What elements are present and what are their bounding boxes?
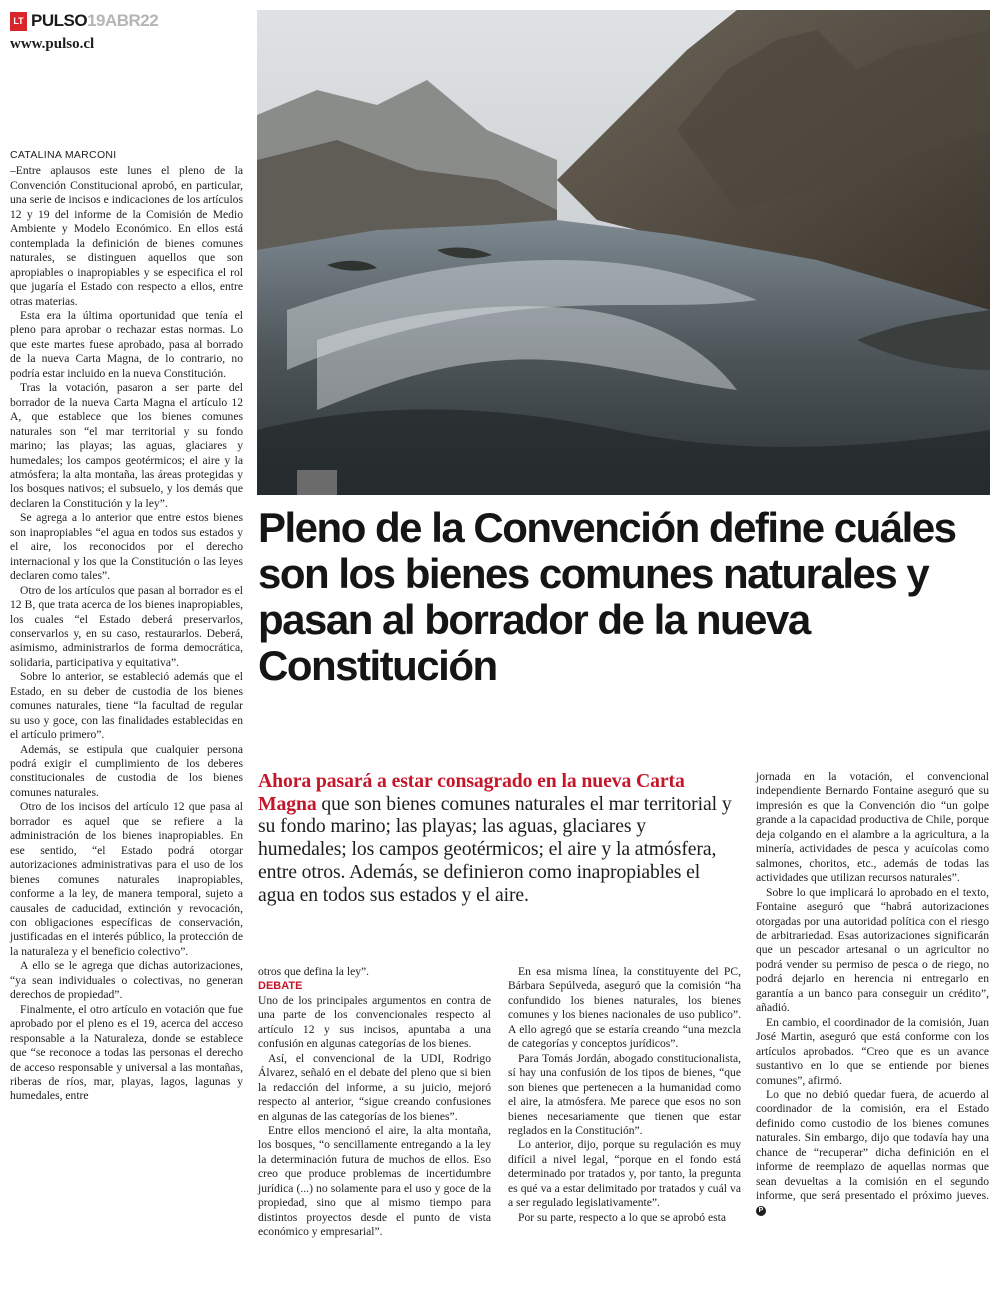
paragraph: [756, 1088, 989, 1218]
edition-date: 19ABR22: [87, 11, 159, 30]
paragraph: Por su parte, respecto a lo que se aprobó esta: [518, 1210, 726, 1224]
paragraph: En esa misma línea, la constituyente del PC, Bárbara Sepúlveda, aseguró que la comisión “ha confundido los bienes naturales, los bienes comunes y los bienes nacionales de uso publico”. A ello agregó que se estaría creando “una mezcla de categorías y conceptos jurídicos”.: [508, 965, 741, 1051]
paragraph: Se agrega a lo anterior que entre estos bienes son inapropiables “el agua en todos sus estados y el aire, los reconocidos por el derecho internacional y los que la Constitución o las leyes declaren como tales”.: [10, 511, 243, 583]
paragraph: Uno de los principales argumentos en contra de una parte de los convencionales respecto al artículo 12 y sus incisos, apuntaba a una confusión en algunas categorías de los bienes.: [258, 993, 491, 1051]
lead-text: que son bienes comunes naturales el mar territorial y su fondo marino; las playas; las aguas, glaciares y humedales; los campos geotérmicos; el aire y la atmósfera, entre otros. Además, se definieron como inapropiables el agua en todos sus estados y el aire.: [258, 792, 732, 906]
article-column-1: [10, 148, 243, 1104]
paragraph: jornada en la votación, el convencional independiente Bernardo Fontaine aseguró que su impresión es que la Convención dio “un golpe grande a la capacidad productiva de Chile, porque deja colgando en el alambre a la agricultura, a la minería, actividades de pesca y acuícolas como salmones, choritos, etc., además de todas las actividades que utilizan recursos naturales”.: [756, 770, 989, 885]
paragraph: Esta era la última oportunidad que tenía el pleno para aprobar o rechazar estas normas. Lo que este martes fuese aprobado, pasa al borrado de la nueva Carta Magna, de lo contrario, no podría estar incluido en la nueva Constitución.: [10, 308, 243, 380]
paragraph: Otro de los artículos que pasan al borrador es el 12 B, que trata acerca de los bienes inapropiables, los cuales “el Estado deberá preservarlos, conservarlos y, en su caso, restaurarlos. Deberá, asimismo, administrarlos de forma democrática, solidaria, participativa y equitativa”.: [10, 583, 243, 669]
la-tercera-logo: LT: [10, 12, 27, 31]
masthead: [10, 8, 250, 34]
paragraph: Sobre lo que implicará lo aprobado en el texto, Fontaine aseguró que “habrá autorizaciones otorgadas por una autoridad política con el riesgo de arbitrariedad. Esas autorizaciones significarán que un pescador artesanal o un agricultor no podrá vender su permiso de pesca o de riego, no podrá dejarlo en herencia ni entregarlo en garantía a un banco para conseguir un crédito”, añadió.: [756, 885, 989, 1015]
article-column-3: [508, 965, 741, 1225]
paragraph: Otro de los incisos del artículo 12 que pasa al borrador es aquel que se refiere a la administración de los bienes inapropiables. En ese sentido, “el Estado podrá otorgar autorizaciones administrativas para el uso de los bienes comunes naturales inapropiables, conforme a la ley, de manera temporal, sujeto a causales de caducidad, extinción y revocación, con obligaciones específicas de conservación, justificadas en el interés público, la protección de la naturaleza y el beneficio colectivo”.: [10, 800, 243, 958]
paragraph: Tras la votación, pasaron a ser parte del borrador de la nueva Carta Magna el artículo 12 A, que establece que los bienes comunes naturales son “el mar territorial y su fondo marino; las playas; las aguas, glaciares y humedales; los campos geotérmicos; el aire y la atmósfera; la alta montaña, las áreas protegidas y los bosques nativos; el subsuelo, y los demás que declaren la Constitución y la ley”.: [10, 381, 243, 510]
paragraph: –Entre aplausos este lunes el pleno de la Convención Constitucional aprobó, en particular, una serie de incisos e indicaciones de los artículos 12 y 19 del informe de la Comisión de Medio Ambiente y Modelo Económico. En ellos está contemplada la definición de bienes comunes naturales, se distinguen aquellos que son apropiables o inapropiables y se especifica el rol que jugaría el Estado con respecto a ellos, entre otras materias.: [10, 164, 243, 308]
paragraph-text: Lo que no debió quedar fuera, de acuerdo al coordinador de la comisión, era el Estado definido como custodio de los bienes comunes naturales. Sin embargo, dijo que todavía hay una chance de “recuperar” dicha definición en el informe de reemplazo de aquellas normas que sean devueltas a la comisión en el segundo informe, que será presentado el próximo jueves.: [756, 1087, 989, 1203]
river-photo: [257, 10, 990, 495]
paragraph: Entre ellos mencionó el aire, la alta montaña, los bosques, “o sencillamente entregando a la ley la determinación futura de muchos de ellos. Eso creo que produce problemas de incertidumbre jurídica (...) no solamente para el uso y goce de la propiedad, sino que al mismo tiempo para distintos proyectos desde el punto de vista económico y empresarial”.: [258, 1123, 491, 1239]
lead-paragraph: [258, 770, 733, 906]
section-name: PULSO: [31, 11, 88, 30]
lead-highlight: Ahora pasará a estar consagrado en la nueva Carta Magna: [258, 770, 685, 815]
article-column-2: [258, 965, 491, 1240]
paragraph: Así, el convencional de la UDI, Rodrigo Álvarez, señaló en el debate del pleno que si bien la redacción del informe, a su juicio, mejoró respecto al anterior, “sigue creando confusiones en algunas de las categorías de los bienes”.: [258, 1051, 491, 1123]
site-url[interactable]: www.pulso.cl: [10, 36, 95, 52]
article-column-4: [756, 770, 989, 1218]
end-mark-icon: P: [756, 1206, 766, 1216]
paragraph: Sobre lo anterior, se estableció además que el Estado, en su deber de custodia de los bienes comunes naturales, tiene “la facultad de regular su uso y goce, con las finalidades establecidas en el artículo primero”.: [10, 670, 243, 742]
paragraph: En cambio, el coordinador de la comisión, Juan José Martin, aseguró que está conforme con los artículos aprobados. “Creo que es un avance sustantivo en lo que se entiende por bienes comunes”, afirmó.: [756, 1015, 989, 1087]
section-label-debate: DEBATE: [258, 980, 303, 993]
river-illustration: [257, 10, 990, 495]
paragraph: Lo anterior, dijo, porque su regulación es muy difícil a nivel legal, “porque en el fondo está determinado por tratados y, por tanto, la pregunta es qué va a estar delimitado por tratados y cuál va a ser regulado legislativamente”.: [508, 1138, 741, 1210]
paragraph: Finalmente, el otro artículo en votación que fue aprobado por el pleno es el 19, acerca del acceso responsable a la Naturaleza, donde se establece que “se reconoce a todas las personas el derecho de acceso responsable y universal a las montañas, riberas de ríos, mar, playas, lagos, lagunas y humedales, entre: [10, 1002, 243, 1103]
paragraph: Además, se estipula que cualquier persona podrá exigir el cumplimiento de los deberes constitucionales de custodia de los bienes comunes naturales.: [10, 742, 243, 799]
paragraph: Para Tomás Jordán, abogado constitucionalista, sí hay una confusión de los tipos de bienes, “que son bienes que pertenecen a la humanidad como el aire, la atmósfera. Me parece que esos no son bienes necesariamente que tienen que estar reglados en la Constitución”.: [508, 1051, 741, 1137]
byline: CATALINA MARCONI: [10, 149, 117, 161]
headline: Pleno de la Convención define cuáles son los bienes comunes naturales y pasan al borrador de la nueva Constitución: [258, 504, 956, 689]
paragraph: A ello se le agrega que dichas autorizaciones, “ya sean individuales o colectivas, no generan derechos de propiedad”.: [10, 959, 243, 1002]
paragraph: otros que defina la ley”.: [258, 965, 370, 978]
